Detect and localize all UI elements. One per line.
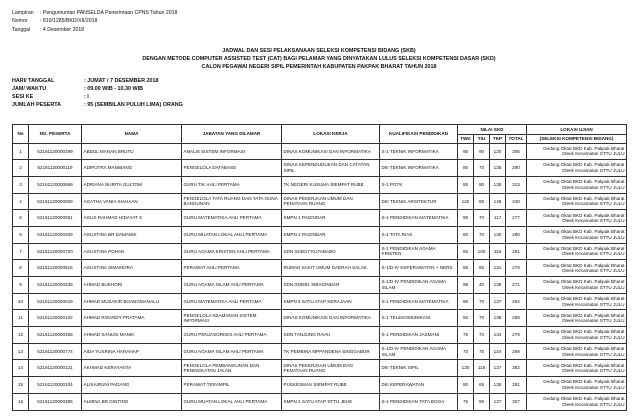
cell-nama: AHMAD RISANDY PRATAMA <box>82 310 182 327</box>
participants-table <box>12 124 627 411</box>
table-body <box>13 143 627 410</box>
cell-lokasi-kerja: DINAS KOMUNIKASI DAN INFORMATIKA <box>282 143 380 160</box>
cell-total: 276 <box>506 260 527 277</box>
cell-no: 13 <box>13 343 29 360</box>
cell-twk: 85 <box>458 260 474 277</box>
cell-twk: 70 <box>458 343 474 360</box>
cell-tiu: 70 <box>474 210 490 227</box>
schedule-value: : JUMAT / 7 DESEMBER 2018 <box>84 78 159 84</box>
title-line-2: DENGAN METODE COMPUTER ASSISTED TEST (CAT) BAGI PELAMAR YANG DINYATAKAN LULUS SELEKSI KOMPETENSI DASAR (SKD) <box>142 55 496 62</box>
cell-lokasi-kerja: RUMAH SAKIT UMUM DAERAH SALAK <box>282 260 380 277</box>
cell-no: 12 <box>13 327 29 344</box>
lokasi-ujian-line-1: Gedung Oktat BKD Kab. Pakpak Bharat <box>543 229 625 235</box>
table-row <box>13 310 627 327</box>
cell-tiu: 70 <box>474 160 490 177</box>
cell-jabatan: PENGELOLA DATABASE <box>182 160 282 177</box>
cell-twk: 50 <box>458 310 474 327</box>
cell-lokasi-ujian <box>527 193 627 210</box>
schedule-value: : 95 (SEMBILAN PULUH LIMA) ORANG <box>84 101 183 108</box>
schedule-row <box>12 78 183 86</box>
cell-lokasi-ujian <box>527 160 627 177</box>
cell-twk: 75 <box>458 393 474 410</box>
cell-no: 11 <box>13 310 29 327</box>
header-jabatan: JABATAN YANG DILAMAR <box>182 125 282 144</box>
cell-nama: AGUSTINA BR DAMANIK <box>82 226 182 243</box>
letter-header <box>12 9 177 34</box>
cell-jabatan: GURU AGAMA KRISTEN AHLI PERTAMA <box>182 243 282 260</box>
table-row <box>13 210 627 227</box>
cell-lokasi-kerja: SDN 030891 SIBAGINDAR <box>282 277 380 294</box>
cell-tkp: 148 <box>490 193 506 210</box>
cell-tkp: 130 <box>490 226 506 243</box>
lokasi-ujian-line-2: Oleek Kecamatan STTU JULU <box>561 351 625 357</box>
cell-kualifikasi: S-1/D-IV KEPERAWATAN + NERS <box>380 260 458 277</box>
cell-kualifikasi: S-1 TELEKOMUNIKASI <box>380 310 458 327</box>
cell-tkp: 120 <box>490 143 506 160</box>
cell-no: 1 <box>13 143 29 160</box>
schedule-row <box>12 94 183 102</box>
table-row <box>13 260 627 277</box>
lokasi-ujian-line-1: Gedung Oktat BKD Kab. Pakpak Bharat <box>543 145 625 151</box>
cell-tkp: 137 <box>490 293 506 310</box>
cell-jabatan: GURU AGAMA ISLAM AHLI PERTAMA <box>182 277 282 294</box>
cell-tiu: 40 <box>474 277 490 294</box>
cell-no: 15 <box>13 377 29 394</box>
cell-lokasi-kerja: SMPN 4 SATU ATAP STTU JEHE <box>282 393 380 410</box>
cell-jabatan: PENGELOLA KEAMANAN SISTEM INFORMASI <box>182 310 282 327</box>
lampiran-value: : Pengumuman PANSELDA Penerimaan CPNS Tahun 2018 <box>40 10 178 16</box>
cell-lokasi-kerja: SMPN 1 PAGINDAR <box>282 226 380 243</box>
cell-nama: AHMAD MUZAKIR BOANGMANALU <box>82 293 182 310</box>
cell-twk: 85 <box>458 293 474 310</box>
cell-peserta: 52161120000061 <box>29 210 82 227</box>
cell-nama: ABDUL MANAN BRUTU <box>82 143 182 160</box>
cell-jabatan: GURU TIK AHLI PERTAMA <box>182 176 282 193</box>
cell-tkp: 138 <box>490 176 506 193</box>
tanggal-value: : 4 Desember 2018 <box>40 26 85 33</box>
cell-twk: 75 <box>458 327 474 344</box>
header-nilai-skd: NILAI SKD <box>458 125 527 135</box>
cell-tiu: 80 <box>474 193 490 210</box>
header-lokasi-kerja: LOKASI KERJA <box>282 125 380 144</box>
cell-lokasi-ujian <box>527 393 627 410</box>
table-row <box>13 343 627 360</box>
header-tiu: TIU <box>474 135 490 144</box>
cell-lokasi-ujian <box>527 327 627 344</box>
table-row <box>13 293 627 310</box>
cell-peserta: 52161120000916 <box>29 260 82 277</box>
table-row <box>13 193 627 210</box>
cell-twk: 130 <box>458 360 474 377</box>
cell-tkp: 131 <box>490 260 506 277</box>
cell-tkp: 116 <box>490 243 506 260</box>
cell-nama: AHMAD SANUSI MANIK <box>82 327 182 344</box>
cell-jabatan: GURU AGAMA ISLAM AHLI PERTAMA <box>182 343 282 360</box>
lokasi-ujian-line-2: Oleek Kecamatan STTU JULU <box>561 368 625 374</box>
cell-jabatan: PERAWAT TERAMPIL <box>182 377 282 394</box>
cell-total: 279 <box>506 327 527 344</box>
cell-nama: ALMINA BR GINTING <box>82 393 182 410</box>
cell-lokasi-kerja: DINAS KEPENDUDUKAN DAN CATATAN SIPIL <box>282 160 380 177</box>
cell-total: 307 <box>506 393 527 410</box>
lokasi-ujian-line-1: Gedung Oktat BKD Kab. Pakpak Bharat <box>543 262 625 268</box>
cell-jabatan: PENGELOLA TATA RUANG DAN TATA GUNA BANGUNAN <box>182 193 282 210</box>
cell-peserta: 52161120000102 <box>29 310 82 327</box>
cell-no: 10 <box>13 293 29 310</box>
lokasi-ujian-line-2: Oleek Kecamatan STTU JULU <box>561 401 625 407</box>
cell-total: 348 <box>506 193 527 210</box>
nomor-value: : 810/1285/BKD/XII/2018 <box>40 18 98 25</box>
cell-lokasi-ujian <box>527 310 627 327</box>
lokasi-ujian-line-1: Gedung Oktat BKD Kab. Pakpak Bharat <box>543 212 625 218</box>
cell-peserta: 52161120000119 <box>29 160 82 177</box>
cell-kualifikasi: S-1 PENDIDIKAN MATEMATIKA <box>380 210 458 227</box>
cell-tkp: 124 <box>490 343 506 360</box>
header-total: TOTAL <box>506 135 527 144</box>
cell-tkp: 136 <box>490 277 506 294</box>
cell-tiu: 70 <box>474 310 490 327</box>
lokasi-ujian-line-1: Gedung Oktat BKD Kab. Pakpak Bharat <box>543 346 625 351</box>
cell-lokasi-ujian <box>527 143 627 160</box>
cell-lokasi-ujian <box>527 293 627 310</box>
cell-kualifikasi: S-1 PENDIDIKAN AGAMA KRISTEN <box>380 243 458 260</box>
cell-lokasi-kerja: DINAS PEKERJAAN UMUM DAN PENATAAN RUANG <box>282 193 380 210</box>
lokasi-ujian-line-1: Gedung Oktat BKD Kab. Pakpak Bharat <box>543 245 625 251</box>
cell-kualifikasi: DIII TEKNIK ARSITEKTUR <box>380 193 458 210</box>
lokasi-ujian-line-2: Oleek Kecamatan STTU JULU <box>561 151 625 157</box>
table-row <box>13 377 627 394</box>
cell-twk: 60 <box>458 226 474 243</box>
header-no: No <box>13 125 29 144</box>
cell-lokasi-kerja: SDN TANJUNG RAHU <box>282 327 380 344</box>
cell-total: 290 <box>506 160 527 177</box>
cell-jabatan: GURU PENJASORKES AHLI PERTAMA <box>182 327 282 344</box>
cell-kualifikasi: DIII TEKNIK INFORMATIKA <box>380 160 458 177</box>
cell-peserta: 52161120000366 <box>29 327 82 344</box>
cell-kualifikasi: S-1/D-IV PENDIDIKAN AGAMA ISLAM <box>380 343 458 360</box>
tanggal-row <box>12 26 177 34</box>
table-header-row <box>13 125 627 135</box>
schedule-label: HARI/ TANGGAL <box>12 78 55 84</box>
nomor-label: Nomor <box>12 18 28 25</box>
cell-lokasi-kerja: TK PEMBINA MPPANDENA SINGGABUR <box>282 343 380 360</box>
title-line-3: CALON PEGAWAI NEGERI SIPIL PEMERINTAH KABUPATEN PAKPAK BHARAT TAHUN 2018 <box>201 63 437 70</box>
cell-twk: 85 <box>458 176 474 193</box>
cell-total: 269 <box>506 343 527 360</box>
cell-nama: AGUS RAHMAD HIDAYAT S <box>82 210 182 227</box>
cell-peserta: 52161120000385 <box>29 393 82 410</box>
cell-tkp: 138 <box>490 310 506 327</box>
title-line-1: JADWAL DAN SESI PELAKSANAAN SELEKSI KOMPETENSI BIDANG (SKB) <box>222 48 416 54</box>
cell-nama: AKHMAD KERAYANTA <box>82 360 182 377</box>
cell-twk: 80 <box>458 377 474 394</box>
lokasi-ujian-line-1: Gedung Oktat BKD Kab. Pakpak Bharat <box>543 312 625 318</box>
lokasi-ujian-line-2: Oleek Kecamatan STTU JULU <box>561 301 625 307</box>
cell-tiu: 70 <box>474 293 490 310</box>
cell-no: 9 <box>13 277 29 294</box>
cell-lokasi-ujian <box>527 210 627 227</box>
cell-lokasi-ujian <box>527 377 627 394</box>
cell-total: 281 <box>506 377 527 394</box>
cell-lokasi-kerja: TK NEGERI KUSUMA SIEMPAT RUBE <box>282 176 380 193</box>
cell-lokasi-ujian <box>527 260 627 277</box>
lokasi-ujian-line-1: Gedung Oktat BKD Kab. Pakpak Bharat <box>543 362 625 368</box>
cell-tiu: 60 <box>474 260 490 277</box>
cell-jabatan: PERAWAT AHLI PERTAMA <box>182 260 282 277</box>
cell-lokasi-kerja: DINAS KOMUNIKASI DAN INFORMATIKA <box>282 310 380 327</box>
cell-lokasi-kerja: SDN 034817 KUTABABO <box>282 243 380 260</box>
cell-nama: AGUSTINA POHAN <box>82 243 182 260</box>
lokasi-ujian-line-2: Oleek Kecamatan STTU JULU <box>561 184 625 190</box>
lokasi-ujian-line-2: Oleek Kecamatan STTU JULU <box>561 251 625 257</box>
cell-jabatan: ANALIS SISTEM INFORMASI <box>182 143 282 160</box>
schedule-row <box>12 86 183 94</box>
cell-total: 305 <box>506 143 527 160</box>
cell-no: 4 <box>13 193 29 210</box>
cell-nama: AIDA YUSRINA HARAHAP <box>82 343 182 360</box>
lokasi-ujian-line-2: Oleek Kecamatan STTU JULU <box>561 268 625 274</box>
lokasi-ujian-line-1: Gedung Oktat BKD Kab. Pakpak Bharat <box>543 396 625 402</box>
cell-total: 292 <box>506 293 527 310</box>
cell-lokasi-ujian <box>527 226 627 243</box>
cell-no: 8 <box>13 260 29 277</box>
cell-twk: 85 <box>458 160 474 177</box>
schedule-row <box>12 102 183 110</box>
lokasi-ujian-line-2: Oleek Kecamatan STTU JULU <box>561 234 625 240</box>
schedule-value: : 09.00 WIB - 10.30 WIB <box>84 85 144 92</box>
cell-kualifikasi: S-1 PENDIDIKAN JASMANI <box>380 327 458 344</box>
cell-tiu: 100 <box>474 243 490 260</box>
nomor-row <box>12 17 177 25</box>
cell-tiu: 75 <box>474 343 490 360</box>
table-row <box>13 277 627 294</box>
cell-no: 5 <box>13 210 29 227</box>
table-row <box>13 360 627 377</box>
cell-tiu: 70 <box>474 226 490 243</box>
cell-peserta: 52161120000299 <box>29 143 82 160</box>
header-peserta: NO. PESERTA <box>29 125 82 144</box>
cell-jabatan: PENGELOLA PEMBANGUNAN DAN PENINGKATAN JALAN <box>182 360 282 377</box>
schedule-label: JAM/ WAKTU <box>12 85 47 92</box>
cell-tiu: 95 <box>474 393 490 410</box>
header-kualifikasi: KUALIFIKASI PENDIDIKAN <box>380 125 458 144</box>
cell-lokasi-kerja: SMPN 5 SATU ATAP KERAJAAN <box>282 293 380 310</box>
cell-lokasi-ujian <box>527 343 627 360</box>
lampiran-row <box>12 9 177 17</box>
cell-nama: ADIPUTRA MANIBANG <box>82 160 182 177</box>
cell-lokasi-ujian <box>527 176 627 193</box>
table-row <box>13 393 627 410</box>
cell-twk: 65 <box>458 243 474 260</box>
schedule-value: : I <box>84 93 89 100</box>
lampiran-label: Lampiran <box>12 10 34 16</box>
cell-tkp: 136 <box>490 377 506 394</box>
cell-tiu: 90 <box>474 143 490 160</box>
lokasi-ujian-line-1: Gedung Oktat BKD Kab. Pakpak Bharat <box>543 279 625 285</box>
table-row <box>13 243 627 260</box>
cell-twk: 120 <box>458 193 474 210</box>
cell-twk: 95 <box>458 277 474 294</box>
cell-kualifikasi: DIII KEPERAWATAN <box>380 377 458 394</box>
schedule-label: SESI KE <box>12 93 34 100</box>
cell-lokasi-kerja: SMPN 1 PAGINDAR <box>282 210 380 227</box>
table-row <box>13 160 627 177</box>
header-nama: NAMA <box>82 125 182 144</box>
lokasi-ujian-line-1: Gedung Oktat BKD Kab. Pakpak Bharat <box>543 162 625 168</box>
cell-total: 258 <box>506 310 527 327</box>
cell-nama: AHMAD BUKHORI <box>82 277 182 294</box>
cell-tiu: 65 <box>474 377 490 394</box>
document-title <box>0 48 638 72</box>
schedule-label: JUMLAH PESERTA <box>12 101 62 108</box>
table-row <box>13 143 627 160</box>
table-row <box>13 226 627 243</box>
cell-kualifikasi: S-1 TATA RIAS <box>380 226 458 243</box>
cell-no: 3 <box>13 176 29 193</box>
header-lokasi-ujian-sub: (SELEKSI KOMPETENSI BIDANG) <box>527 135 627 144</box>
cell-tiu: 70 <box>474 327 490 344</box>
cell-kualifikasi: S-1 PENDIDIKAN TATA BOGA <box>380 393 458 410</box>
cell-kualifikasi: S-1 TEKNIK INFORMATIKA <box>380 143 458 160</box>
cell-nama: ADRIANA NURITA GULTOM <box>82 176 182 193</box>
cell-total: 313 <box>506 176 527 193</box>
header-lokasi-ujian: LOKASI UJIAN <box>527 125 627 135</box>
table-row <box>13 327 627 344</box>
cell-no: 7 <box>13 243 29 260</box>
cell-tiu: 115 <box>474 360 490 377</box>
cell-tkp: 134 <box>490 327 506 344</box>
cell-lokasi-ujian <box>527 277 627 294</box>
cell-jabatan: GURU MUATAN LOKAL AHLI PERTAMA <box>182 393 282 410</box>
cell-lokasi-ujian <box>527 243 627 260</box>
cell-kualifikasi: DIII TEKNIK SIPIL <box>380 360 458 377</box>
lokasi-ujian-line-1: Gedung Oktat BKD Kab. Pakpak Bharat <box>543 195 625 201</box>
cell-total: 260 <box>506 226 527 243</box>
lokasi-ujian-line-2: Oleek Kecamatan STTU JULU <box>561 284 625 290</box>
cell-peserta: 52161120000774 <box>29 343 82 360</box>
cell-jabatan: GURU MATEMATIKA AHLI PERTAMA <box>182 210 282 227</box>
cell-lokasi-kerja: DINAS PEKERJAAN UMUM DAN PENATAAN RUANG <box>282 360 380 377</box>
cell-kualifikasi: S-1/D-IV PENDIDIKAN AGAMA ISLAM <box>380 277 458 294</box>
lokasi-ujian-line-2: Oleek Kecamatan STTU JULU <box>561 318 625 324</box>
table-row <box>13 176 627 193</box>
cell-total: 281 <box>506 243 527 260</box>
cell-total: 271 <box>506 277 527 294</box>
cell-peserta: 52161120000009 <box>29 193 82 210</box>
cell-peserta: 52161120000309 <box>29 226 82 243</box>
cell-peserta: 52161120000720 <box>29 243 82 260</box>
cell-no: 2 <box>13 160 29 177</box>
lokasi-ujian-line-2: Oleek Kecamatan STTU JULU <box>561 168 625 174</box>
cell-peserta: 52161120000019 <box>29 293 82 310</box>
cell-total: 277 <box>506 210 527 227</box>
cell-total: 382 <box>506 360 527 377</box>
header-tkp: TKP <box>490 135 506 144</box>
lokasi-ujian-line-1: Gedung Oktat BKD Kab. Pakpak Bharat <box>543 329 625 335</box>
cell-peserta: 52161120000121 <box>29 360 82 377</box>
lokasi-ujian-line-1: Gedung Oktat BKD Kab. Pakpak Bharat <box>543 179 625 185</box>
cell-kualifikasi: S-1 PENDIDIKAN MATEMATIKA <box>380 293 458 310</box>
lokasi-ujian-line-2: Oleek Kecamatan STTU JULU <box>561 334 625 340</box>
cell-tkp: 137 <box>490 360 506 377</box>
cell-nama: ALISAIRUNI PADANG <box>82 377 182 394</box>
cell-tiu: 90 <box>474 176 490 193</box>
cell-twk: 90 <box>458 210 474 227</box>
cell-twk: 95 <box>458 143 474 160</box>
lokasi-ujian-line-2: Oleek Kecamatan STTU JULU <box>561 218 625 224</box>
cell-jabatan: GURU MUATAN LOKAL AHLI PERTAMA <box>182 226 282 243</box>
lokasi-ujian-line-1: Gedung Oktat BKD Kab. Pakpak Bharat <box>543 295 625 301</box>
cell-tkp: 117 <box>490 210 506 227</box>
lokasi-ujian-line-2: Oleek Kecamatan STTU JULU <box>561 201 625 207</box>
cell-tkp: 135 <box>490 160 506 177</box>
cell-lokasi-ujian <box>527 360 627 377</box>
cell-tkp: 137 <box>490 393 506 410</box>
cell-no: 16 <box>13 393 29 410</box>
lokasi-ujian-line-1: Gedung Oktat BKD Kab. Pakpak Bharat <box>543 379 625 385</box>
lokasi-ujian-line-2: Oleek Kecamatan STTU JULU <box>561 384 625 390</box>
cell-peserta: 52161120000104 <box>29 377 82 394</box>
cell-peserta: 52161120000569 <box>29 176 82 193</box>
cell-lokasi-kerja: PUSKESMAS SIEMPAT RUBE <box>282 377 380 394</box>
cell-kualifikasi: S-1 PGTK <box>380 176 458 193</box>
cell-jabatan: GURU MATEMATIKA AHLI PERTAMA <box>182 293 282 310</box>
cell-nama: AGATHA VANIA SIAHAAN <box>82 193 182 210</box>
header-twk: TWK <box>458 135 474 144</box>
cell-peserta: 52161120000338 <box>29 277 82 294</box>
cell-no: 6 <box>13 226 29 243</box>
cell-no: 14 <box>13 360 29 377</box>
cell-nama: AGUSTINA SIMAMORA <box>82 260 182 277</box>
schedule-info <box>12 78 183 110</box>
tanggal-label: Tanggal <box>12 26 31 33</box>
